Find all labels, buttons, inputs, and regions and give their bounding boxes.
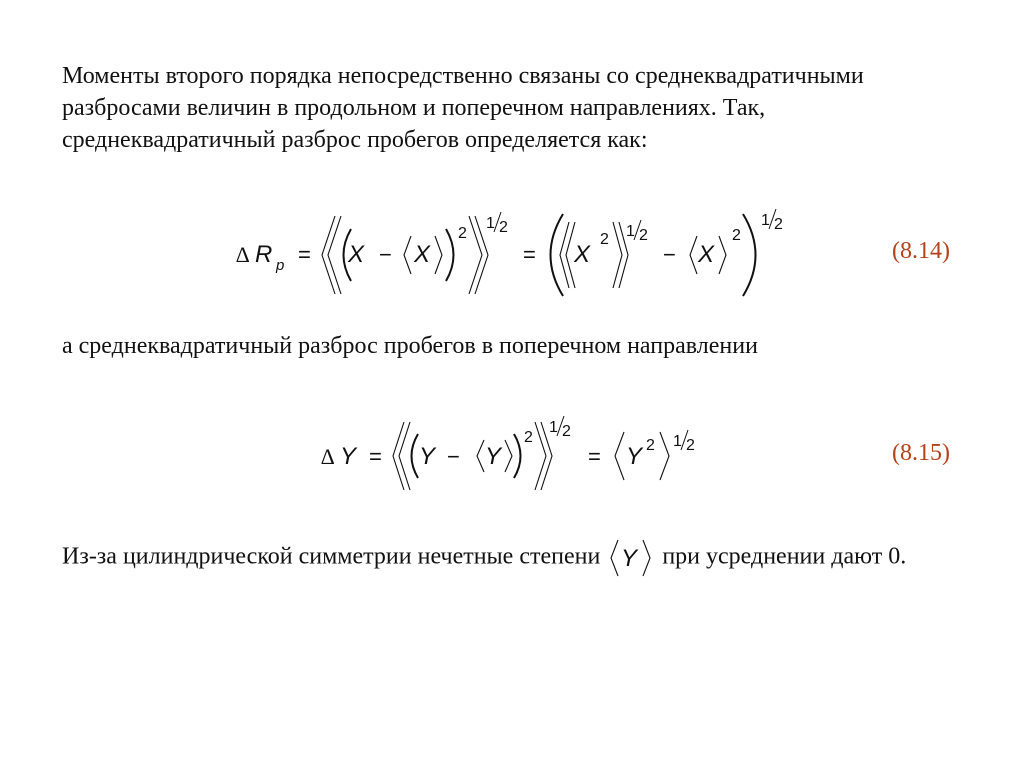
right-paren bbox=[446, 229, 454, 281]
inline-average-y bbox=[608, 538, 654, 578]
avg-x2-left-angle-1 bbox=[560, 222, 569, 288]
exponent-2-b: 2 bbox=[600, 231, 609, 248]
half-num-e: 1 bbox=[673, 433, 682, 450]
delta-symbol-2: ∆ bbox=[321, 444, 335, 469]
equation-8-14-formula bbox=[0, 200, 1024, 310]
equals-sign-3: = bbox=[369, 444, 382, 469]
avg-x-left-angle bbox=[690, 236, 697, 274]
intro-paragraph: Моменты второго порядка непосредственно связаны со среднеквадратичными разбросами величин в продольном и поперечном направлениях. Так, среднеквадратичный разброс пробегов определяется как: bbox=[62, 63, 864, 153]
symmetry-text-before: Из-за цилиндрической симметрии нечетные степени bbox=[62, 543, 601, 570]
equation-8-15-formula bbox=[0, 408, 1024, 508]
variable-y-2: Y bbox=[419, 443, 436, 470]
right-paren-2 bbox=[514, 434, 521, 478]
outer-left-angle-2 bbox=[328, 216, 341, 294]
avg-y2-left-angle bbox=[615, 432, 624, 480]
half-den-e: 2 bbox=[686, 437, 695, 454]
symmetry-text-after: при усреднении дают 0. bbox=[662, 543, 907, 570]
minus-sign-3: − bbox=[447, 444, 460, 469]
subscript-p: p bbox=[276, 257, 285, 274]
half-den-a: 2 bbox=[499, 219, 508, 236]
inner-left-angle-2 bbox=[477, 440, 484, 472]
avg-y2-right-angle bbox=[660, 432, 669, 480]
big-right-paren bbox=[743, 214, 756, 296]
symmetry-paragraph bbox=[62, 538, 962, 578]
inner-right-angle bbox=[435, 236, 442, 274]
exponent-2-a: 2 bbox=[458, 225, 467, 242]
half-den-b: 2 bbox=[639, 227, 648, 244]
variable-r: R bbox=[255, 241, 273, 268]
variable-y-1: Y bbox=[340, 443, 357, 470]
avg-x-right-angle bbox=[719, 236, 726, 274]
half-num-d: 1 bbox=[549, 419, 558, 436]
big-left-paren bbox=[551, 214, 564, 296]
equation-8-14 bbox=[0, 200, 1024, 310]
inline-left-angle bbox=[611, 540, 618, 576]
exponent-2-c: 2 bbox=[732, 227, 741, 244]
equation-number-8-15: (8.15) bbox=[892, 440, 950, 466]
inline-variable-y: Y bbox=[621, 545, 638, 572]
half-den-c: 2 bbox=[774, 216, 783, 233]
left-paren-2 bbox=[412, 434, 419, 478]
inner-right-angle-2 bbox=[505, 440, 512, 472]
variable-x-2: X bbox=[414, 241, 431, 268]
half-den-d: 2 bbox=[562, 423, 571, 440]
equals-sign-1: = bbox=[298, 242, 311, 267]
variable-x-1: X bbox=[348, 241, 365, 268]
inner-left-angle bbox=[404, 236, 411, 274]
delta-symbol: ∆ bbox=[236, 242, 250, 267]
variable-x-4: X bbox=[698, 241, 715, 268]
minus-sign-1: − bbox=[379, 242, 392, 267]
half-num-c: 1 bbox=[761, 212, 770, 229]
equation-8-15 bbox=[0, 408, 1024, 508]
minus-sign-2: − bbox=[663, 242, 676, 267]
outer-right-angle-1 bbox=[469, 216, 482, 294]
exponent-2-e: 2 bbox=[646, 437, 655, 454]
variable-x-3: X bbox=[574, 241, 591, 268]
half-num-b: 1 bbox=[626, 223, 635, 240]
equals-sign-4: = bbox=[588, 444, 601, 469]
variable-y-4: Y bbox=[626, 443, 643, 470]
half-num-a: 1 bbox=[486, 215, 495, 232]
inline-right-angle bbox=[643, 540, 650, 576]
avg-x2-right-angle-1 bbox=[613, 222, 622, 288]
variable-y-3: Y bbox=[485, 443, 502, 470]
transverse-paragraph: а среднеквадратичный разброс пробегов в поперечном направлении bbox=[62, 333, 758, 359]
exponent-2-d: 2 bbox=[524, 429, 533, 446]
equation-number-8-14: (8.14) bbox=[892, 238, 950, 264]
equals-sign-2: = bbox=[523, 242, 536, 267]
